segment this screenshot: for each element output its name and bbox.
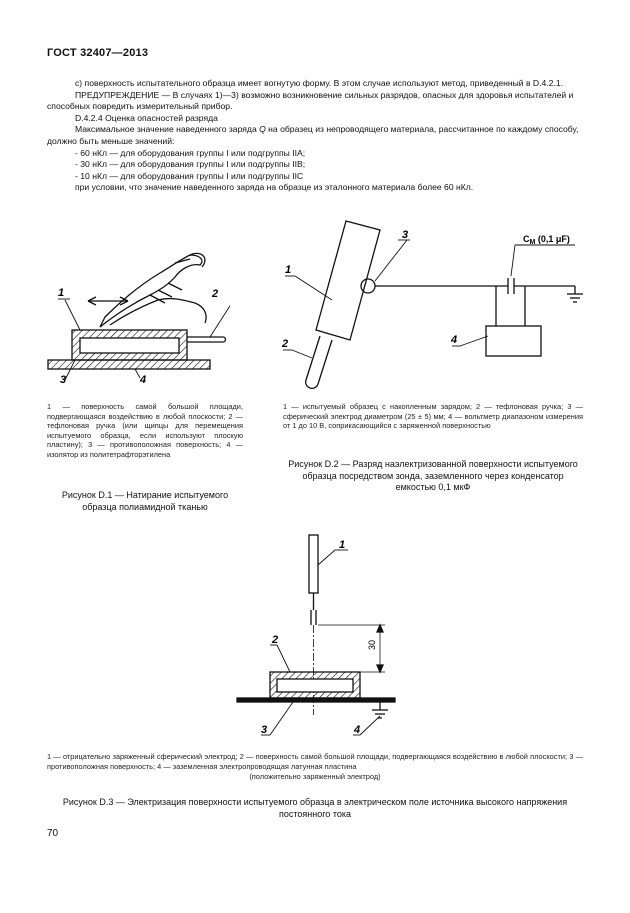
fig2-label-2: 2 [282,338,289,350]
limit-item: - 10 нКл — для оборудования группы I или подгруппы IIC [75,170,304,181]
fig2-label-1: 1 [285,264,292,276]
limit-item: - 60 нКл — для оборудования группы I или подгруппы IIA; [75,147,306,158]
charged-specimen [316,221,380,340]
limit-item: - 30 нКл — для оборудования группы I или подгруппы IIB; [75,159,306,170]
fig1-caption: Рисунок D.1 — Натирание испытуемого образца полиамидной тканью [61,490,229,512]
voltmeter [486,326,541,356]
max-charge-paragraph [47,124,583,147]
brass-plate [237,698,395,702]
max-charge-text-b: на образец из непроводящего материала, рассчитанное по каждому способу, должно быть меньше значений: [47,124,579,146]
figure-d1-drawing [40,245,230,385]
fig1-label-1: 1 [58,287,65,299]
capacitor-subscript: M [529,239,536,246]
page-number: 70 [47,828,59,839]
paragraph-c: с) поверхность испытательного образца имеет вогнутую форму. В этом случае используют метод, приведенный в D.4.2.1. [75,78,564,88]
fig1-label-3: 3 [60,374,67,385]
fig3-label-1: 1 [339,539,346,551]
fig2-caption: Рисунок D.2 — Разряд наэлектризованной поверхности испытуемого образца посредством зонда, заземленного через конденсатор емкостью 0,1 мкФ [288,459,578,492]
fig3-dimension: 30 [367,639,377,650]
fig3-label-2: 2 [272,634,279,646]
fig1-label-4: 4 [140,374,147,385]
fig1-label-2: 2 [212,288,219,300]
fig3-caption: Рисунок D.3 — Электризация поверхности испытуемого образца в электрическом поле источника высокого напряжения постоянного тока [62,797,568,819]
page-header-title: ГОСТ 32407—2013 [47,47,149,59]
spherical-electrode [361,279,375,293]
capacitor-value: (0,1 μF) [535,234,570,244]
fig2-label-4: 4 [451,334,458,346]
fig1-legend: 1 — поверхность самой большой площади, подвергающаяся воздействию в любой плоскости; 2 — тефлоновая ручка (или щипцы для перемещения испытуемого образца, если используют плоскую пластину); 3 — противоположная поверхность; 4 — изолятор из политетрафторэтилена [47,402,243,459]
condition-paragraph: при условии, что значение наведенного заряда на образце из эталонного материала более 60 нКл. [75,182,474,193]
fig3-label-3: 3 [261,724,268,736]
main-text [47,78,583,194]
fig3-legend: 1 — отрицательно заряженный сферический электрод; 2 — поверхность самой большой площади, подвергающаяся воздействию в любой плоскости; 3 — противоположная поверхность; 4 — заземленная электропроводящая латунная пластина [47,752,583,771]
charge-symbol: Q [259,124,266,135]
warning-paragraph: ПРЕДУПРЕЖДЕНИЕ — В случаях 1)—3) возможно возникновение сильных разрядов, опасных для здоровья испытателей и способных повредить измерительный прибор. [47,89,574,112]
figure-d3-drawing [225,530,415,740]
fig2-label-3: 3 [402,229,409,241]
fig3-label-4: 4 [354,724,361,736]
electrode-holder [309,535,318,593]
fig3-legend-continuation: (положительно заряженный электрод) [249,772,381,781]
fig2-legend: 1 — испытуемый образец с накопленным зарядом; 2 — тефлоновая ручка; 3 — сферический электрод диаметром (25 ± 5) мм; 4 — вольтметр диапазоном измерения от 1 до 10 В, соприкасающийся с заряженной поверхностью [283,402,583,431]
section-heading: D.4.2.4 Оценка опасностей разряда [75,112,218,123]
capacitor-symbol: C [523,234,530,244]
figure-d2-drawing [270,218,600,398]
capacitor-label [523,234,570,246]
max-charge-text-a: Максимальное значение наведенного заряда [75,124,260,135]
